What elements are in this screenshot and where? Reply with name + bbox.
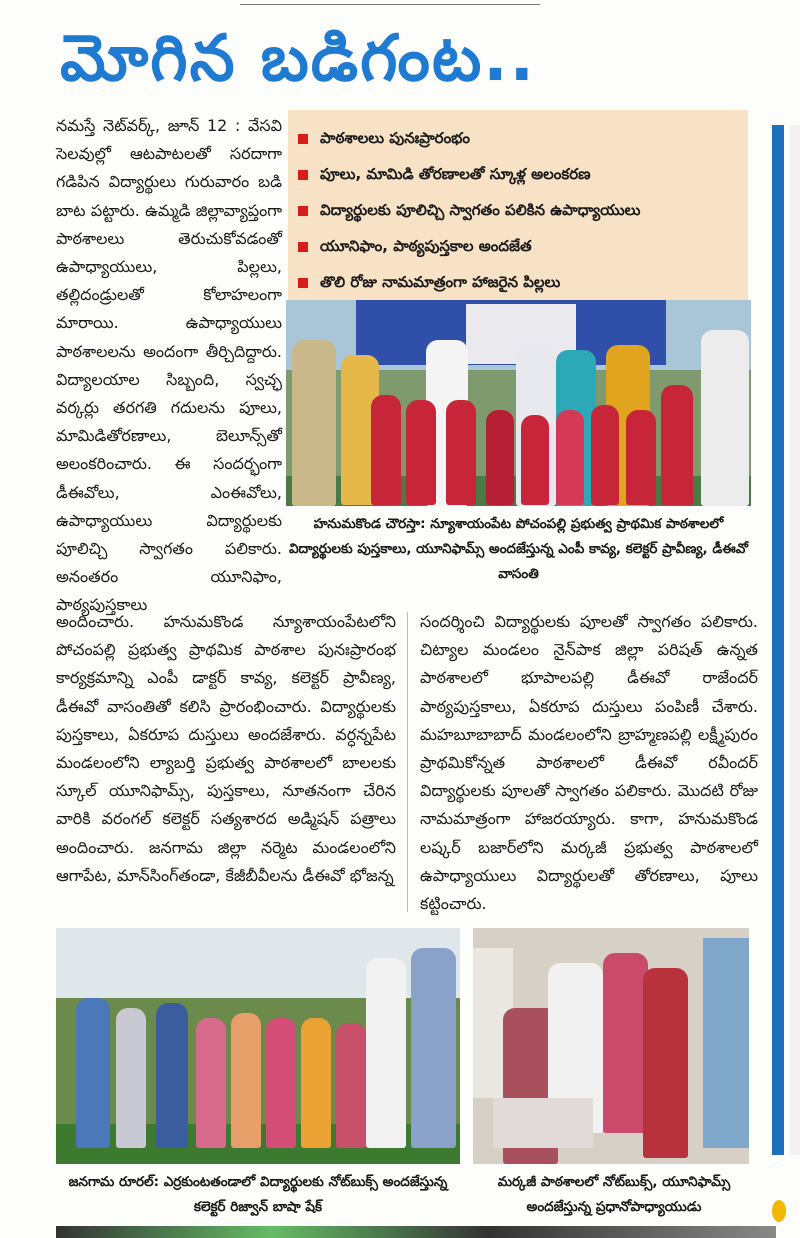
bullet-icon — [298, 134, 308, 144]
article-column-2 — [56, 608, 396, 890]
photo-child — [406, 400, 436, 505]
highlight-item — [298, 156, 748, 192]
highlights-box — [288, 110, 748, 300]
photo-child — [301, 1018, 331, 1148]
highlight-text: తొలి రోజు నామమాత్రంగా హాజరైన పిల్లలు — [320, 273, 561, 291]
headline: మోగిన బడిగంట.. — [60, 22, 536, 96]
caption-location: జనగామ రూరల్: — [68, 1174, 159, 1190]
photo-caption — [56, 1170, 460, 1220]
photo-child — [661, 385, 693, 505]
photo-child — [626, 410, 656, 505]
bullet-icon — [298, 206, 308, 216]
highlight-text: యూనిఫాం, పాఠ్యపుస్తకాల అందజేత — [320, 237, 532, 255]
caption-text: ఎర్రకుంటతండాలో విద్యార్థులకు నోట్‌బుక్స్ అందజేస్తున్న కలెక్టర్ రిజ్వాన్ బాషా షేక్ — [163, 1174, 448, 1215]
highlight-item — [298, 192, 748, 228]
article-column-1 — [56, 112, 282, 620]
highlight-text: పాఠశాలలు పునఃప్రారంభం — [320, 129, 471, 147]
highlight-item — [298, 264, 748, 300]
photo-person — [411, 948, 456, 1148]
photo-child — [116, 1008, 146, 1148]
photo-child — [266, 1018, 296, 1148]
photo-student — [643, 968, 688, 1158]
highlight-text: విద్యార్థులకు పూలిచ్చి స్వాగతం పలికిన ఉపాధ్యాయులు — [320, 201, 641, 219]
photo-child — [521, 415, 549, 505]
photo-child — [446, 400, 476, 505]
photo-child — [371, 395, 401, 505]
photo-child — [231, 1013, 261, 1148]
photo-person — [603, 953, 648, 1133]
article-column-3 — [420, 608, 758, 918]
article-text-col3: సందర్శించి విద్యార్థులకు పూలతో స్వాగతం పలికారు. చిట్యాల మండలం నైన్‌పాక జిల్లా పరిషత్ ఉన్నత పాఠశాలలో భూపాలపల్లి డీఈవో రాజేందర్ పాఠ్యపుస్తకాలు, ఏకరూప దుస్తులు పంపిణీ చేశారు. మహబూబాబాద్ మండలంలోని బ్రాహ్మణపల్లి లక్ష్మీపురం ప్రాథమికోన్నత పాఠశాలలో డీఈవో రవీందర్ విద్యార్థులకు పూలతో స్వాగతం పలికారు. మొదటి రోజు నామమాత్రంగా హాజరయ్యారు. కాగా, హనుమకొండ లష్కర్ బజార్‌లోని మర్కజీ ప్రభుత్వ పాఠశాలలో ఉపాధ్యాయులు విద్యార్థులతో తోరణాలు, పూలు కట్టించారు. — [420, 612, 758, 914]
article-text-col2: అందించారు. హనుమకొండ న్యూశాయంపేటలోని పోచంపల్లి ప్రభుత్వ ప్రాథమిక పాఠశాల పునఃప్రారంభ కార్యక్రమాన్ని ఎంపీ డాక్టర్ కావ్య, కలెక్టర్ ప్రావీణ్య, డీఈవో వాసంతితో కలిసి ప్రారంభించారు. విద్యార్థులకు పుస్తకాలు, ఏకరూప దుస్తులు అందజేశారు. వర్ధన్నపేట మండలంలోని ల్యాబర్తి ప్రభుత్వ పాఠశాలలో బాలలకు స్కూల్ యూనిఫామ్స్, పుస్తకాలు, నూతనంగా చేరిన వారికి వరంగల్ కలెక్టర్ సత్యశారద అడ్మిషన్ పత్రాలు అందించారు. జనగామ జిల్లా నర్మెట మండలంలోని ఆగాపేట, మాన్‌సింగ్‌తండా, కేజీబీవీలను డీఈవో భోజన్న — [56, 612, 396, 885]
photo-child — [591, 405, 619, 505]
photo-caption — [286, 512, 751, 587]
caption-text: మర్కజీ పాఠశాలలో నోట్‌బుక్స్, యూనిఫామ్స్ అందజేస్తున్న ప్రధానోపాధ్యాయుడు — [497, 1174, 731, 1215]
photo-child — [156, 1003, 188, 1148]
article-text-col1: నమస్తే నెట్‌వర్క్, జూన్ 12 : వేసవి సెలవుల్లో ఆటపాటలతో సరదాగా గడిపిన విద్యార్థులు గురువారం బడి బాట పట్టారు. ఉమ్మడి జిల్లావ్యాప్తంగా పాఠశాలలు తెరుచుకోవడంతో ఉపాధ్యాయులు, పిల్లలు, తల్లిదండ్రులతో కోలాహలంగా మారాయి. ఉపాధ్యాయులు పాఠశాలలను అందంగా తీర్చిదిద్దారు. విద్యాలయాల సిబ్బంది, స్వచ్ఛ వర్కర్లు తరగతి గదులను పూలు, మామిడితోరణాలు, బెలూన్స్‌తో అలంకరించారు. ఈ సందర్భంగా డీఈవోలు, ఎంఈవోలు, ఉపాధ్యాయులు విద్యార్థులకు పూలిచ్చి స్వాగతం పలికారు. అనంతరం యూనిఫాం, పాఠ్యపుస్తకాలు — [56, 116, 282, 615]
bullet-icon — [298, 278, 308, 288]
caption-location: హనుమకొండ చౌరస్తా: — [313, 516, 426, 532]
highlight-item — [298, 228, 748, 264]
photo-child — [76, 998, 110, 1148]
bullet-icon — [298, 170, 308, 180]
top-rule — [240, 4, 540, 5]
bullet-icon — [298, 242, 308, 252]
column-divider — [407, 612, 408, 912]
photo-headmaster-distribution — [473, 928, 749, 1164]
photo-uniform-pile — [493, 1098, 593, 1148]
photo-children-notebooks — [56, 928, 460, 1164]
photo-books-stack — [703, 938, 749, 1148]
bottom-strip — [56, 1226, 776, 1238]
highlights-list — [288, 110, 748, 300]
page-edge — [790, 125, 800, 1155]
caption-text: న్యూశాయంపేట పోచంపల్లి ప్రభుత్వ ప్రాథమిక పాఠశాలలో విద్యార్థులకు పుస్తకాలు, యూనిఫామ్స్ అందజేస్తున్న ఎంపీ కావ్య, కలెక్టర్ ప్రావీణ్య, డీఈవో వాసంతి — [288, 516, 749, 582]
photo-school-ceremony — [286, 300, 751, 506]
highlight-item — [298, 120, 748, 156]
photo-child — [196, 1018, 226, 1148]
photo-person — [366, 958, 406, 1148]
highlight-text: పూలు, మామిడి తోరణాలతో స్కూళ్ల అలంకరణ — [320, 165, 591, 183]
photo-person — [701, 330, 749, 506]
page-marker-dot — [772, 1200, 786, 1222]
photo-caption — [466, 1170, 762, 1220]
photo-child — [486, 410, 514, 505]
photo-child — [336, 1023, 366, 1148]
photo-person — [292, 340, 336, 506]
photo-child — [556, 410, 584, 505]
accent-bar — [772, 125, 784, 1155]
